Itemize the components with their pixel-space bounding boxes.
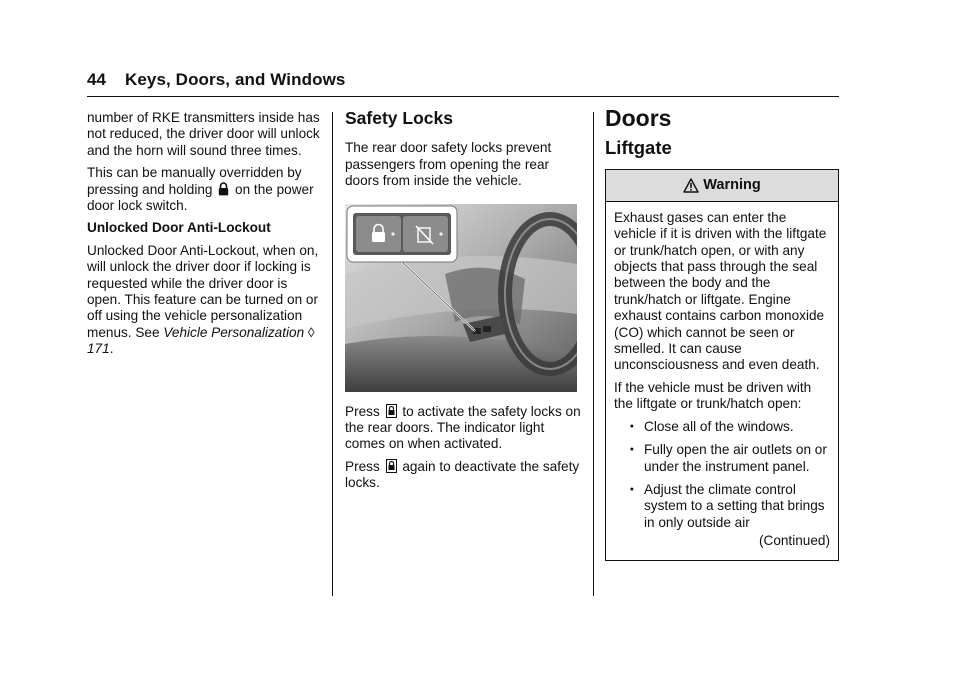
paragraph <box>345 459 581 492</box>
section-title: Liftgate <box>605 137 672 159</box>
text: on the power door lock switch. <box>87 181 314 214</box>
list-item-text: Fully open the air outlets on or under the instrument panel. <box>644 442 827 474</box>
cross-reference-link[interactable]: Vehicle Personalization <box>163 324 305 340</box>
subheading: Unlocked Door Anti-Lockout <box>87 220 271 236</box>
column-divider-2 <box>593 112 594 596</box>
column-1 <box>87 110 321 364</box>
text: to activate the safety locks on the rear doors. The indicator light comes on when activated. <box>345 403 581 452</box>
paragraph <box>345 404 581 453</box>
paragraph: If the vehicle must be driven with the liftgate or trunk/hatch open: <box>614 379 812 412</box>
text: Unlocked Door Anti-Lockout, when on, will unlock the driver door if locking is requested while the driver door is open. This feature can be turned on or off using the vehicle personalization menus. See <box>87 242 319 340</box>
paragraph: Exhaust gases can enter the vehicle if it is driven with the liftgate or trunk/hatch open, or with any objects that pass through the seal between the body and the trunk/hatch or liftgate. Engine exhaust contains carbon monoxide (CO) which cannot be seen or smelled. It can cause unconsciousness and even death. <box>614 209 827 373</box>
list-item <box>614 419 830 435</box>
column-divider-1 <box>332 112 333 596</box>
list-item-text: Close all of the windows. <box>644 418 794 434</box>
text: This can be manually overridden by pressing and holding <box>87 165 302 197</box>
header-rule <box>87 96 839 97</box>
text: Press <box>345 458 380 474</box>
bullet: ● <box>629 422 634 430</box>
section-title: Safety Locks <box>345 108 453 128</box>
text: Press <box>345 403 380 419</box>
warning-header <box>606 170 838 202</box>
list-item <box>614 482 830 531</box>
paragraph <box>87 165 321 214</box>
warning-icon <box>683 178 699 193</box>
continued-label: (Continued) <box>758 533 830 549</box>
reference-glyph: ◊ <box>307 324 315 340</box>
bullet: ● <box>629 446 634 454</box>
paragraph: number of RKE transmitters inside has not reduced, the driver door will unlock and the horn will sound three times. <box>87 110 320 158</box>
list-item <box>614 442 830 475</box>
text: . <box>109 341 114 357</box>
reference-page[interactable]: 171 <box>87 341 110 357</box>
child-lock-icon <box>386 459 397 473</box>
safety-lock-photo <box>345 204 577 392</box>
column-2 <box>345 110 581 498</box>
warning-label: Warning <box>703 177 761 194</box>
paragraph <box>87 243 321 358</box>
child-lock-icon <box>386 404 397 418</box>
lock-icon <box>218 182 229 196</box>
paragraph: The rear door safety locks prevent passengers from opening the rear doors from inside the vehicle. <box>345 140 552 189</box>
text: again to deactivate the safety locks. <box>345 458 580 491</box>
door-panel-illustration <box>345 204 577 392</box>
warning-body <box>606 202 838 560</box>
bullet: ● <box>629 485 634 493</box>
chapter-title: Doors <box>605 105 672 131</box>
list-item-text: Adjust the climate control system to a setting that brings in only outside air <box>644 481 825 530</box>
page-header <box>87 70 345 90</box>
warning-box <box>605 169 839 561</box>
column-3 <box>605 105 839 561</box>
page-number: 44 <box>87 70 107 89</box>
section-title: Keys, Doors, and Windows <box>125 70 346 89</box>
